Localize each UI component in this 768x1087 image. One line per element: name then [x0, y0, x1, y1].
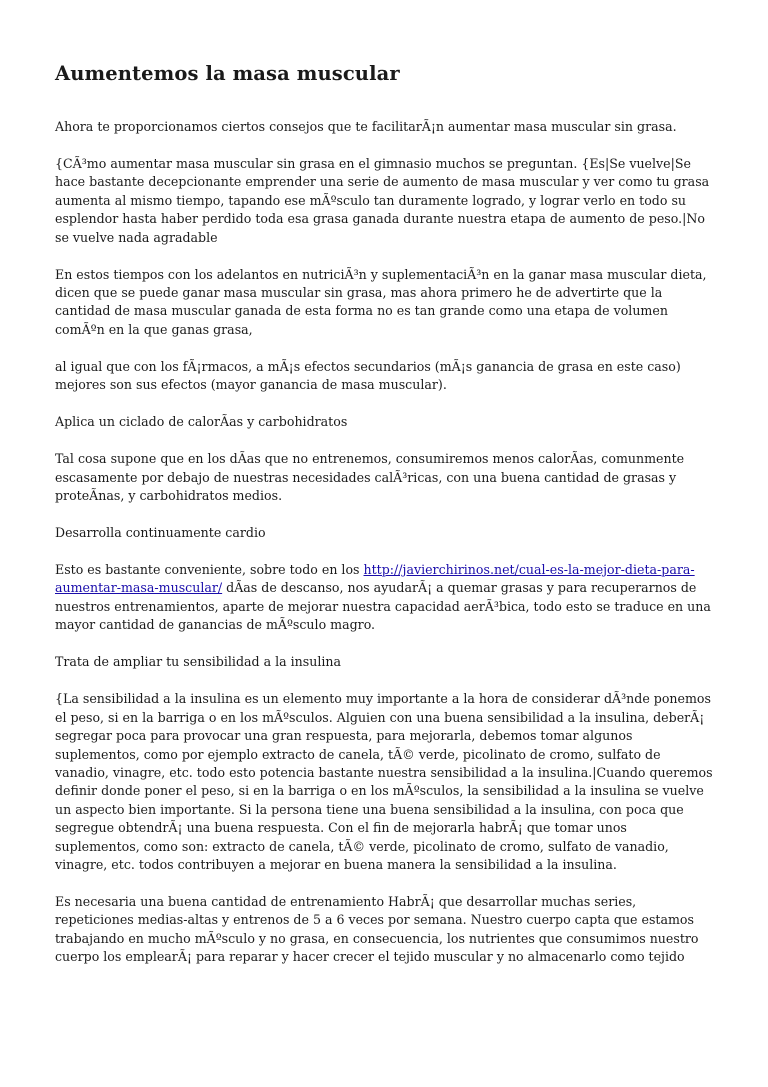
paragraph-calorie-cycling: Tal cosa supone que en los dÃas que no entrenemos, consumiremos menos calorÃas, comunmente escasamente por debajo de nuestras necesidades calÃ³ricas, con una buena cantidad de grasas y proteÃnas, y carbohidratos medios. — [55, 451, 685, 504]
paragraph-cardio — [55, 561, 715, 635]
section-heading-calorie-cycling: Aplica un ciclado de calorÃas y carbohidratos — [55, 414, 348, 430]
paragraph-nutrition: En estos tiempos con los adelantos en nutriciÃ³n y suplementaciÃ³n en la ganar masa muscular dieta, dicen que se puede ganar masa muscular sin grasa, mas ahora primero he de advertirte que la cantidad de masa muscular ganada de esta forma no es tan grande como una etapa de volumen comÃºn en la que ganas grasa, — [55, 266, 707, 337]
paragraph-gym-question: {CÃ³mo aumentar masa muscular sin grasa en el gimnasio muchos se preguntan. {Es|Se vuelve|Se hace bastante decepcionante emprender una serie de aumento de masa muscular y ver como tu grasa aumenta al mismo tiempo, tapando ese mÃºsculo tan duramente logrado, y lograr verlo en todo su esplendor hasta haber perdido toda esa grasa ganada durante nuestra etapa de aumento de peso.|No se vuelve nada agradable — [55, 156, 710, 245]
paragraph-training: Es necesaria una buena cantidad de entrenamiento HabrÃ¡ que desarrollar muchas series, repeticiones medias-altas y entrenos de 5 a 6 veces por semana. Nuestro cuerpo capta que estamos trabajando en mucho mÃºsculo y no grasa, en consecuencia, los nutrientes que consumimos nuestro cuerpo los emplearÃ¡ para reparar y hacer crecer el tejido muscular y no almacenarlo como tejido — [55, 893, 699, 965]
section-heading-insulin: Trata de ampliar tu sensibilidad a la insulina — [55, 654, 342, 670]
paragraph-cardio-start: Esto es bastante conveniente, sobre todo en los — [55, 562, 364, 578]
article-link[interactable]: http://javierchirinos.net/cual-es-la-mejor-dieta-para-aumentar-masa-muscular/ — [55, 562, 695, 596]
document-title: Aumentemos la masa muscular — [55, 62, 400, 85]
paragraph-insulin: {La sensibilidad a la insulina es un elemento muy importante a la hora de considerar dÃ³nde ponemos el peso, si en la barriga o en los mÃºsculos. Alguien con una buena sensibilidad a la insulina, deberÃ¡ segregar poca para provocar una gran respuesta, para mejorarla, debemos tomar algunos suplementos, como por ejemplo extracto de canela, tÃ© verde, picolinato de cromo, sulfato de vanadio, vinagre, etc. todo esto potencia bastante nuestra sensibilidad a la insulina.|Cuando queremos definir donde poner el peso, si en la barriga o en los mÃºsculos, la sensibilidad a la insulina se vuelve un aspecto bien importante. Si la persona tiene una buena sensibilidad a la insulina, con poca que segregue obtendrÃ¡ una buena respuesta. Con el fin de mejorarla habrÃ¡ que tomar unos suplementos, como son: extracto de canela, tÃ© verde, picolinato de cromo, sulfato de vanadio, vinagre, etc. todos contribuyen a mejorar en buena manera la sensibilidad a la insulina. — [55, 691, 713, 872]
paragraph-intro: Ahora te proporcionamos ciertos consejos que te facilitarÃ¡n aumentar masa muscular sin grasa. — [55, 119, 677, 134]
paragraph-cardio-end: dÃas de descanso, nos ayudarÃ¡ a quemar grasas y para recuperarnos de nuestros entrenamientos, aparte de mejorar nuestra capacidad aerÃ³bica, todo esto se traduce en una mayor cantidad de ganancias de mÃºsculo magro. — [55, 580, 711, 633]
paragraph-drugs: al igual que con los fÃ¡rmacos, a mÃ¡s efectos secundarios (mÃ¡s ganancia de grasa en este caso) mejores son sus efectos (mayor ganancia de masa muscular). — [55, 358, 681, 393]
document-page — [55, 60, 715, 985]
section-heading-cardio: Desarrolla continuamente cardio — [55, 525, 266, 541]
